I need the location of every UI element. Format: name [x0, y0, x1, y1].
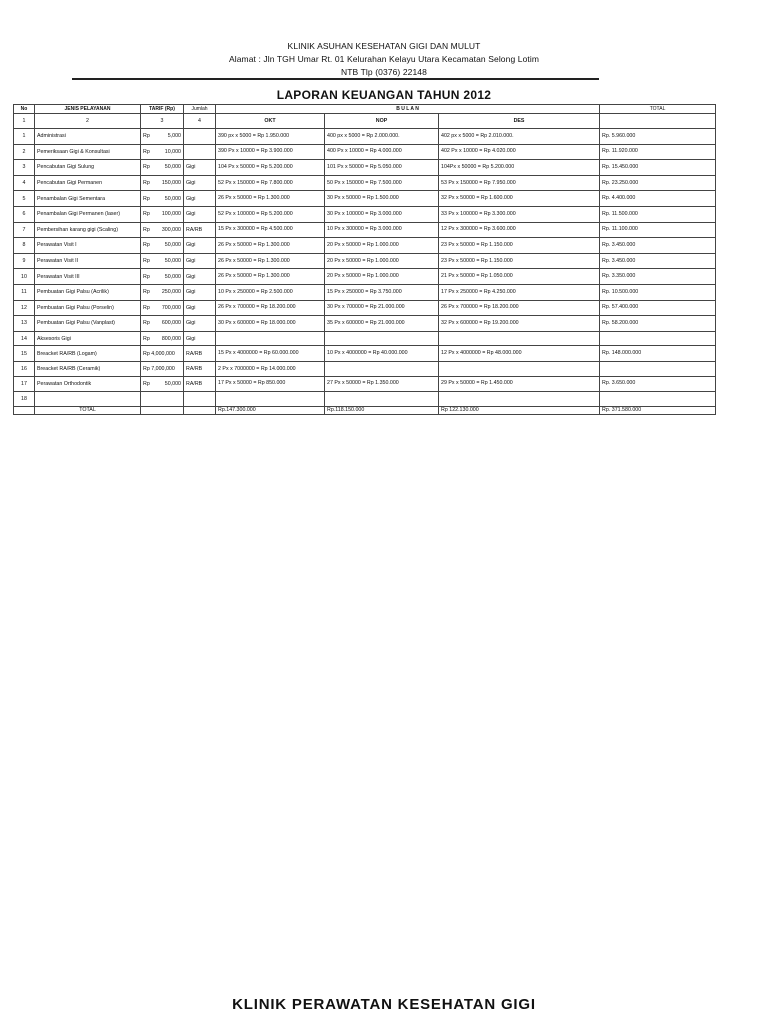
row-tariff-currency: Rp — [143, 380, 150, 387]
table-row — [14, 144, 716, 160]
row-des: 23 Px x 50000 = Rp 1.150.000 — [439, 238, 600, 254]
row-nop: 30 Px x 700000 = Rp 21.000.000 — [325, 300, 439, 316]
row-tariff — [141, 316, 184, 332]
row-tariff-amount: 50,000 — [164, 242, 181, 249]
index-unit: 4 — [184, 114, 216, 129]
row-nop — [325, 392, 439, 407]
row-tariff-amount: 700,000 — [161, 304, 181, 311]
row-tariff — [141, 222, 184, 238]
row-okt: 26 Px x 700000 = Rp 18.200.000 — [216, 300, 325, 316]
table-row — [14, 269, 716, 285]
row-des: 26 Px x 700000 = Rp 18.200.000 — [439, 300, 600, 316]
total-label: TOTAL — [35, 406, 141, 414]
row-service: Pencabutan Gigi Sulung — [35, 160, 141, 176]
row-tariff-amount: 100,000 — [161, 211, 181, 218]
table-header-row — [14, 105, 716, 114]
row-tariff — [141, 269, 184, 285]
index-service: 2 — [35, 114, 141, 129]
row-total: Rp. 11.500.000 — [600, 206, 716, 222]
row-no: 5 — [14, 191, 35, 207]
row-des — [439, 361, 600, 376]
row-total: Rp. 3.450.000 — [600, 253, 716, 269]
row-service: Pemeriksaan Gigi & Konsultasi — [35, 144, 141, 160]
row-no: 17 — [14, 376, 35, 392]
row-des — [439, 392, 600, 407]
row-des: 12 Px x 4000000 = Rp 48.000.000 — [439, 346, 600, 362]
table-row — [14, 361, 716, 376]
row-tariff — [141, 160, 184, 176]
row-tariff-amount: 250,000 — [161, 289, 181, 296]
row-nop: 10 Px x 300000 = Rp 3.000.000 — [325, 222, 439, 238]
table-row — [14, 316, 716, 332]
row-des: 23 Px x 50000 = Rp 1.150.000 — [439, 253, 600, 269]
row-no: 12 — [14, 300, 35, 316]
grand-total: Rp. 371.580.000 — [600, 406, 716, 414]
row-tariff-amount: 5,000 — [167, 133, 181, 140]
row-tariff — [141, 331, 184, 346]
row-nop: 30 Px x 100000 = Rp 3.000.000 — [325, 206, 439, 222]
row-nop: 400 px x 5000 = Rp 2.000.000. — [325, 129, 439, 145]
row-nop: 15 Px x 250000 = Rp 3.750.000 — [325, 284, 439, 300]
row-no: 4 — [14, 175, 35, 191]
row-nop — [325, 361, 439, 376]
row-unit: Gigi — [184, 206, 216, 222]
table-row — [14, 300, 716, 316]
row-tariff-currency: Rp — [143, 289, 150, 296]
row-unit: Gigi — [184, 191, 216, 207]
row-tariff-amount: 800,000 — [161, 335, 181, 342]
row-tariff — [141, 284, 184, 300]
row-no: 18 — [14, 392, 35, 407]
row-tariff — [141, 191, 184, 207]
row-total — [600, 392, 716, 407]
report-title: LAPORAN KEUANGAN TAHUN 2012 — [276, 88, 492, 102]
row-unit — [184, 129, 216, 145]
row-okt: 15 Px x 4000000 = Rp 60.000.000 — [216, 346, 325, 362]
row-no: 16 — [14, 361, 35, 376]
header-unit: Jumlah — [184, 105, 216, 114]
header-service: JENIS PELAYANAN — [35, 105, 141, 114]
row-service: Aksesoris Gigi — [35, 331, 141, 346]
row-tariff-currency: Rp — [143, 133, 150, 140]
financial-report-table — [13, 104, 716, 415]
row-des: 32 Px x 600000 = Rp 19.200.000 — [439, 316, 600, 332]
month-des: DES — [439, 114, 600, 129]
row-tariff-currency: Rp — [143, 180, 150, 187]
row-total — [600, 361, 716, 376]
row-tariff-amount: 150,000 — [161, 180, 181, 187]
footer-clinic-name: KLINIK PERAWATAN KESEHATAN GIGI — [232, 996, 536, 1013]
row-tariff — [141, 175, 184, 191]
row-nop: 20 Px x 50000 = Rp 1.000.000 — [325, 253, 439, 269]
row-okt: 104 Px x 50000 = Rp 5.200.000 — [216, 160, 325, 176]
row-total: Rp. 10.500.000 — [600, 284, 716, 300]
table-row — [14, 191, 716, 207]
table-row — [14, 206, 716, 222]
table-row — [14, 253, 716, 269]
row-unit: Gigi — [184, 284, 216, 300]
row-total: Rp. 3.350.000 — [600, 269, 716, 285]
row-no: 15 — [14, 346, 35, 362]
row-okt: 52 Px x 100000 = Rp 5.200.000 — [216, 206, 325, 222]
row-des: 33 Px x 100000 = Rp 3.300.000 — [439, 206, 600, 222]
row-tariff — [141, 144, 184, 160]
row-no: 3 — [14, 160, 35, 176]
row-okt: 30 Px x 600000 = Rp 18.000.000 — [216, 316, 325, 332]
total-row — [14, 406, 716, 414]
row-service: Administrasi — [35, 129, 141, 145]
table-row — [14, 284, 716, 300]
row-des: 21 Px x 50000 = Rp 1.050.000 — [439, 269, 600, 285]
row-des: 17 Px x 250000 = Rp 4.250.000 — [439, 284, 600, 300]
row-no: 10 — [14, 269, 35, 285]
row-okt: 26 Px x 50000 = Rp 1.300.000 — [216, 191, 325, 207]
row-service: Pembersihan karang gigi (Scaling) — [35, 222, 141, 238]
row-des: 53 Px x 150000 = Rp 7.950.000 — [439, 175, 600, 191]
row-tariff-currency: Rp — [143, 148, 150, 155]
row-des: 32 Px x 50000 = Rp 1.600.000 — [439, 191, 600, 207]
row-tariff-amount: 50,000 — [164, 258, 181, 265]
row-service: Pembuatan Gigi Palsu (Acrilik) — [35, 284, 141, 300]
row-tariff-currency: Rp — [143, 258, 150, 265]
row-no: 9 — [14, 253, 35, 269]
row-total: Rp. 11.100.000 — [600, 222, 716, 238]
row-total: Rp. 57.400.000 — [600, 300, 716, 316]
row-nop: 10 Px x 4000000 = Rp 40.000.000 — [325, 346, 439, 362]
index-total — [600, 114, 716, 129]
row-service: Perawatan Visit I — [35, 238, 141, 254]
row-unit: Gigi — [184, 160, 216, 176]
row-tariff-amount: 300,000 — [161, 226, 181, 233]
row-nop: 27 Px x 50000 = Rp 1.350.000 — [325, 376, 439, 392]
row-tariff-currency: Rp 4,000,000 — [143, 350, 175, 357]
row-okt: 26 Px x 50000 = Rp 1.300.000 — [216, 238, 325, 254]
table-row — [14, 392, 716, 407]
row-unit: Gigi — [184, 300, 216, 316]
row-unit: RA/RB — [184, 222, 216, 238]
row-nop: 20 Px x 50000 = Rp 1.000.000 — [325, 238, 439, 254]
row-tariff-amount: 50,000 — [164, 380, 181, 387]
row-total — [600, 331, 716, 346]
row-tariff — [141, 300, 184, 316]
row-no: 14 — [14, 331, 35, 346]
letterhead-divider — [72, 78, 599, 80]
index-tariff: 3 — [141, 114, 184, 129]
row-unit — [184, 392, 216, 407]
row-total: Rp. 23.250.000 — [600, 175, 716, 191]
table-row — [14, 346, 716, 362]
clinic-name: KLINIK ASUHAN KESEHATAN GIGI DAN MULUT — [287, 41, 481, 51]
total-des: Rp 122.130.000 — [439, 406, 600, 414]
total-okt: Rp.147.300.000 — [216, 406, 325, 414]
table-row — [14, 222, 716, 238]
clinic-address: Alamat : Jln TGH Umar Rt. 01 Kelurahan Kelayu Utara Kecamatan Selong Lotim — [228, 54, 540, 64]
row-nop: 400 Px x 10000 = Rp 4.000.000 — [325, 144, 439, 160]
table-row — [14, 238, 716, 254]
row-tariff-amount: 10,000 — [164, 148, 181, 155]
row-service: Pencabutan Gigi Permanen — [35, 175, 141, 191]
row-okt: 390 Px x 10000 = Rp 3.900.000 — [216, 144, 325, 160]
row-total: Rp. 4.400.000 — [600, 191, 716, 207]
header-tariff: TARIF (Rp) — [141, 105, 184, 114]
row-tariff — [141, 238, 184, 254]
row-tariff-currency: Rp — [143, 226, 150, 233]
row-total: Rp. 3.450.000 — [600, 238, 716, 254]
row-nop: 50 Px x 150000 = Rp 7.500.000 — [325, 175, 439, 191]
row-unit — [184, 144, 216, 160]
row-no: 2 — [14, 144, 35, 160]
row-okt: 15 Px x 300000 = Rp 4.500.000 — [216, 222, 325, 238]
row-unit: Gigi — [184, 331, 216, 346]
row-okt — [216, 331, 325, 346]
row-tariff-currency: Rp — [143, 335, 150, 342]
header-month-group: B U L A N — [216, 105, 600, 114]
row-tariff — [141, 392, 184, 407]
row-tariff — [141, 346, 184, 362]
row-okt: 390 px x 5000 = Rp 1.950.000 — [216, 129, 325, 145]
row-nop: 20 Px x 50000 = Rp 1.000.000 — [325, 269, 439, 285]
row-unit: RA/RB — [184, 376, 216, 392]
row-tariff-amount: 50,000 — [164, 195, 181, 202]
row-unit: Gigi — [184, 253, 216, 269]
total-nop: Rp.118.150.000 — [325, 406, 439, 414]
row-no: 1 — [14, 129, 35, 145]
row-tariff-amount: 50,000 — [164, 164, 181, 171]
row-des: 12 Px x 300000 = Rp 3.600.000 — [439, 222, 600, 238]
row-nop: 35 Px x 600000 = Rp 21.000.000 — [325, 316, 439, 332]
row-tariff-amount: 50,000 — [164, 273, 181, 280]
row-total: Rp. 3.650.000 — [600, 376, 716, 392]
row-unit: Gigi — [184, 238, 216, 254]
row-tariff-currency: Rp — [143, 320, 150, 327]
row-unit: Gigi — [184, 269, 216, 285]
row-no: 8 — [14, 238, 35, 254]
letterhead — [0, 40, 768, 79]
row-tariff — [141, 129, 184, 145]
row-tariff-currency: Rp — [143, 273, 150, 280]
month-nop: NOP — [325, 114, 439, 129]
row-okt: 26 Px x 50000 = Rp 1.300.000 — [216, 269, 325, 285]
row-total: Rp. 5.960.000 — [600, 129, 716, 145]
row-des: 29 Px x 50000 = Rp 1.450.000 — [439, 376, 600, 392]
row-des: 402 Px x 10000 = Rp 4.020.000 — [439, 144, 600, 160]
row-unit: RA/RB — [184, 361, 216, 376]
row-service: Pembuatan Gigi Palsu (Vanplast) — [35, 316, 141, 332]
table-body — [14, 129, 716, 407]
row-service: Pembuatan Gigi Palsu (Porselin) — [35, 300, 141, 316]
table-row — [14, 376, 716, 392]
row-unit: Gigi — [184, 175, 216, 191]
row-tariff-currency: Rp — [143, 164, 150, 171]
row-des: 402 px x 5000 = Rp 2.010.000. — [439, 129, 600, 145]
row-tariff — [141, 253, 184, 269]
row-tariff — [141, 361, 184, 376]
row-des: 104Px x 50000 = Rp 5.200.000 — [439, 160, 600, 176]
row-des — [439, 331, 600, 346]
row-okt: 17 Px x 50000 = Rp 850.000 — [216, 376, 325, 392]
index-no: 1 — [14, 114, 35, 129]
table-row — [14, 331, 716, 346]
row-tariff-currency: Rp — [143, 242, 150, 249]
row-no: 13 — [14, 316, 35, 332]
row-okt: 26 Px x 50000 = Rp 1.300.000 — [216, 253, 325, 269]
row-total: Rp. 15.450.000 — [600, 160, 716, 176]
month-okt: OKT — [216, 114, 325, 129]
row-service: Perawatan Visit II — [35, 253, 141, 269]
row-service: Perawatan Visit III — [35, 269, 141, 285]
row-okt — [216, 392, 325, 407]
row-tariff-amount: 600,000 — [161, 320, 181, 327]
row-tariff — [141, 376, 184, 392]
table-row — [14, 175, 716, 191]
row-total: Rp. 148.000.000 — [600, 346, 716, 362]
table-index-row — [14, 114, 716, 129]
row-nop: 101 Px x 50000 = Rp 5.050.000 — [325, 160, 439, 176]
row-okt: 2 Px x 7000000 = Rp 14.000.000 — [216, 361, 325, 376]
row-tariff-currency: Rp 7,000,000 — [143, 365, 175, 372]
row-no: 7 — [14, 222, 35, 238]
row-total: Rp. 58.200.000 — [600, 316, 716, 332]
row-service: Penambalan Gigi Sementara — [35, 191, 141, 207]
row-tariff-currency: Rp — [143, 304, 150, 311]
table-row — [14, 160, 716, 176]
row-tariff-currency: Rp — [143, 211, 150, 218]
row-unit: Gigi — [184, 316, 216, 332]
row-total: Rp. 11.920.000 — [600, 144, 716, 160]
row-okt: 10 Px x 250000 = Rp 2.500.000 — [216, 284, 325, 300]
table-row — [14, 129, 716, 145]
row-tariff-currency: Rp — [143, 195, 150, 202]
row-unit: RA/RB — [184, 346, 216, 362]
row-service — [35, 392, 141, 407]
row-nop: 30 Px x 50000 = Rp 1.500.000 — [325, 191, 439, 207]
row-okt: 52 Px x 150000 = Rp 7.800.000 — [216, 175, 325, 191]
header-total: TOTAL — [600, 105, 716, 114]
row-no: 6 — [14, 206, 35, 222]
row-service: Penambalan Gigi Permanen (laser) — [35, 206, 141, 222]
row-service: Perawatan Orthodontik — [35, 376, 141, 392]
row-nop — [325, 331, 439, 346]
row-tariff — [141, 206, 184, 222]
clinic-phone: NTB Tlp (0376) 22148 — [341, 67, 427, 77]
row-no: 11 — [14, 284, 35, 300]
row-service: Breacket RA/RB (Logam) — [35, 346, 141, 362]
header-no: No — [14, 105, 35, 114]
row-service: Breacket RA/RB (Ceramik) — [35, 361, 141, 376]
